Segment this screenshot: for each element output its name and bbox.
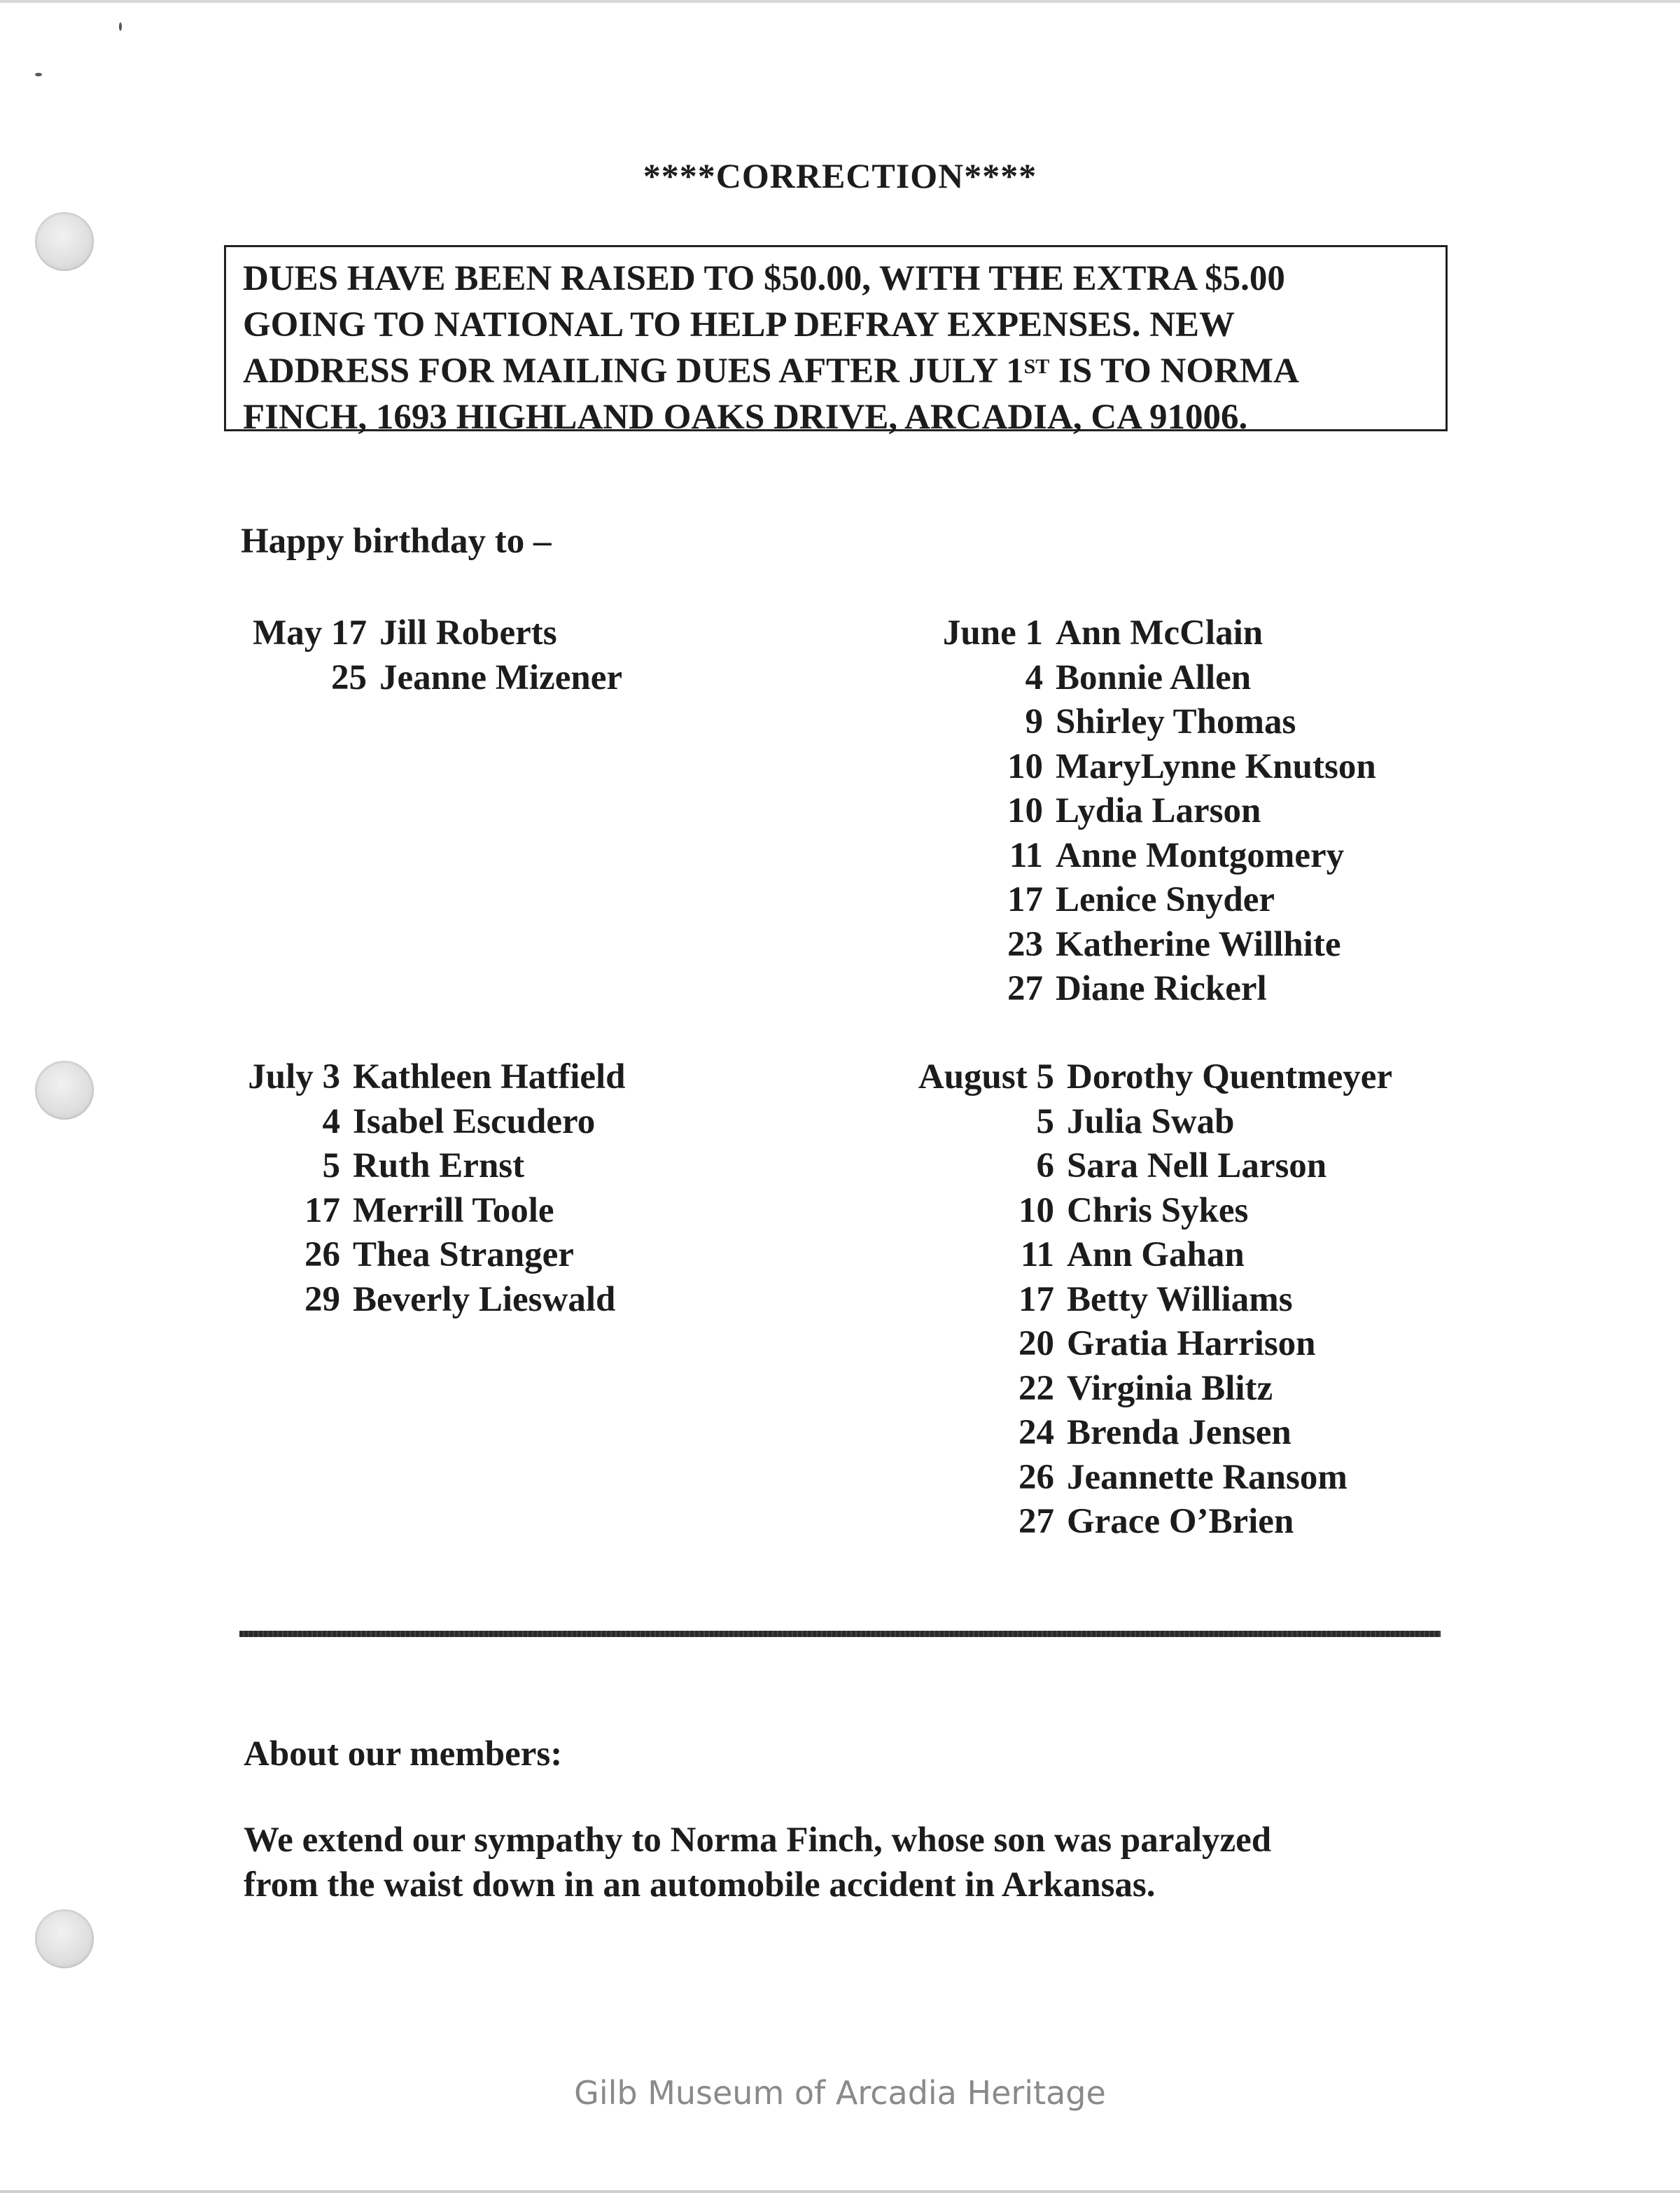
birthday-entry	[907, 1278, 1392, 1323]
birthday-name: Gratia Harrison	[1067, 1324, 1316, 1363]
paragraph-line: We extend our sympathy to Norma Finch, whose son was paralyzed	[244, 1820, 1272, 1860]
birthday-date: 4	[1025, 657, 1043, 697]
birthday-heading: Happy birthday to –	[241, 522, 552, 561]
punch-hole-top	[35, 212, 94, 271]
birthday-name: Ann McClain	[1056, 613, 1264, 653]
scan-speck	[35, 73, 42, 76]
notice-line: DUES HAVE BEEN RAISED TO $50.00, WITH THE EXTRA $5.00	[243, 259, 1285, 298]
ordinal-suffix: ST	[1023, 355, 1050, 378]
birthday-date: 27	[1018, 1502, 1054, 1541]
birthday-date: 6	[1036, 1146, 1054, 1185]
birthday-date: July 3	[248, 1057, 340, 1096]
birthday-name: Lenice Snyder	[1056, 880, 1275, 919]
birthday-name: Katherine Willhite	[1056, 924, 1341, 964]
birthday-entry	[907, 1055, 1392, 1100]
birthday-date: 5	[322, 1146, 340, 1185]
birthday-date: 5	[1036, 1101, 1054, 1141]
birthday-name: Ruth Ernst	[353, 1146, 525, 1185]
birthday-entry	[907, 1100, 1392, 1145]
birthday-entry	[938, 878, 1376, 923]
paragraph-line: from the waist down in an automobile accident in Arkansas.	[244, 1865, 1156, 1905]
scan-edge-top	[0, 0, 1680, 3]
birthday-name: MaryLynne Knutson	[1056, 746, 1376, 786]
correction-title: ****CORRECTION****	[643, 156, 1037, 195]
birthday-entry	[938, 656, 1376, 701]
dues-notice-box	[224, 245, 1448, 437]
birthday-name: Kathleen Hatfield	[353, 1057, 626, 1096]
birthday-entry	[241, 1189, 626, 1234]
birthday-date: 10	[1007, 791, 1043, 830]
birthday-entry	[907, 1233, 1392, 1278]
birthday-date: 27	[1007, 969, 1043, 1008]
punch-hole-bottom	[35, 1909, 94, 1968]
birthday-entry	[938, 967, 1376, 1012]
birthday-entry	[907, 1144, 1392, 1189]
birthday-name: Julia Swab	[1067, 1101, 1235, 1141]
birthday-date: 25	[331, 657, 367, 697]
birthday-entry	[241, 1144, 626, 1189]
birthday-date: 4	[322, 1101, 340, 1141]
birthday-name: Thea Stranger	[353, 1235, 574, 1274]
birthday-date: 10	[1018, 1190, 1054, 1230]
birthday-entry	[241, 656, 622, 701]
birthday-entry	[938, 611, 1376, 656]
birthday-date: 22	[1018, 1368, 1054, 1408]
notice-line-part: IS TO NORMA	[1049, 351, 1299, 391]
birthday-entry	[907, 1500, 1392, 1545]
birthday-date: 24	[1018, 1413, 1054, 1452]
birthday-date: June 1	[942, 613, 1043, 653]
members-heading: About our members:	[244, 1734, 563, 1774]
birthday-entry	[241, 611, 622, 656]
notice-line-part: ADDRESS FOR MAILING DUES AFTER JULY 1	[243, 351, 1024, 391]
birthday-date: 17	[304, 1190, 340, 1230]
birthday-entry	[907, 1189, 1392, 1234]
birthday-date: 29	[304, 1279, 340, 1319]
notice-line: GOING TO NATIONAL TO HELP DEFRAY EXPENSES. NEW	[243, 305, 1236, 344]
birthday-name: Ann Gahan	[1067, 1235, 1245, 1274]
birthday-date: August 5	[918, 1057, 1054, 1096]
birthday-name: Jeannette Ransom	[1067, 1457, 1348, 1497]
birthday-name: Bonnie Allen	[1056, 657, 1252, 697]
birthday-name: Sara Nell Larson	[1067, 1146, 1327, 1185]
birthday-name: Merrill Toole	[353, 1190, 554, 1230]
birthday-entry	[907, 1367, 1392, 1412]
birthday-name: Virginia Blitz	[1067, 1368, 1273, 1408]
birthday-name: Shirley Thomas	[1056, 702, 1296, 742]
section-divider	[239, 1631, 1441, 1637]
birthday-name: Beverly Lieswald	[353, 1279, 616, 1319]
birthday-entry	[241, 1055, 626, 1100]
scan-speck	[119, 22, 122, 31]
birthday-name: Dorothy Quentmeyer	[1067, 1057, 1393, 1096]
notice-line: FINCH, 1693 HIGHLAND OAKS DRIVE, ARCADIA, CA 91006.	[243, 398, 1248, 437]
birthday-date: 26	[304, 1235, 340, 1274]
birthday-entry	[241, 1278, 626, 1323]
birthday-date: May 17	[253, 613, 367, 653]
birthday-list-august	[907, 1055, 1392, 1545]
birthday-name: Lydia Larson	[1056, 791, 1261, 830]
birthday-entry	[938, 745, 1376, 790]
birthday-list-july	[241, 1055, 626, 1322]
footer-watermark: Gilb Museum of Arcadia Heritage	[574, 2074, 1106, 2112]
birthday-date: 26	[1018, 1457, 1054, 1497]
birthday-date: 10	[1007, 746, 1043, 786]
birthday-name: Jill Roberts	[379, 613, 557, 653]
birthday-entry	[907, 1411, 1392, 1456]
birthday-name: Anne Montgomery	[1056, 835, 1345, 875]
birthday-date: 11	[1009, 835, 1043, 875]
birthday-entry	[907, 1322, 1392, 1367]
birthday-list-june	[938, 611, 1376, 1012]
birthday-name: Chris Sykes	[1067, 1190, 1249, 1230]
birthday-name: Diane Rickerl	[1056, 969, 1267, 1008]
birthday-entry	[241, 1233, 626, 1278]
birthday-date: 20	[1018, 1324, 1054, 1363]
birthday-entry	[938, 700, 1376, 745]
birthday-date: 23	[1007, 924, 1043, 964]
birthday-date: 9	[1025, 702, 1043, 742]
birthday-name: Betty Williams	[1067, 1279, 1293, 1319]
birthday-entry	[938, 789, 1376, 834]
birthday-entry	[938, 834, 1376, 879]
punch-hole-middle	[35, 1061, 94, 1120]
birthday-date: 17	[1018, 1279, 1054, 1319]
birthday-date: 17	[1007, 880, 1043, 919]
birthday-list-may	[241, 611, 622, 700]
birthday-entry	[938, 923, 1376, 968]
birthday-name: Grace O’Brien	[1067, 1502, 1294, 1541]
birthday-name: Brenda Jensen	[1067, 1413, 1292, 1452]
birthday-date: 11	[1020, 1235, 1054, 1274]
scan-edge-bottom	[0, 2190, 1680, 2193]
birthday-name: Isabel Escudero	[353, 1101, 596, 1141]
members-paragraph	[244, 1818, 1504, 1907]
notice-line	[243, 348, 1446, 394]
birthday-name: Jeanne Mizener	[379, 657, 622, 697]
birthday-entry	[241, 1100, 626, 1145]
birthday-entry	[907, 1456, 1392, 1501]
